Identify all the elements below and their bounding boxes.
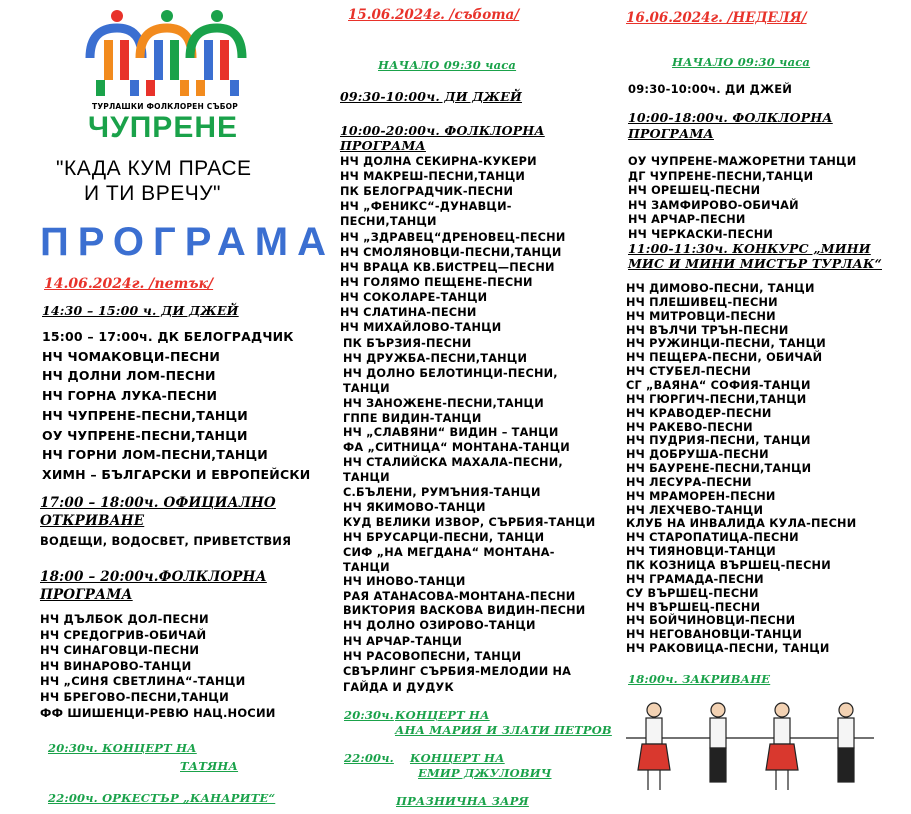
day2-folk-title: 10:00-20:00ч. ФОЛКЛОРНА — [340, 123, 545, 138]
list-item: НЧ РАКОВИЦА-ПЕСНИ, ТАНЦИ — [626, 642, 830, 656]
list-item: НЧ ДОЛНИ ЛОМ-ПЕСНИ — [42, 368, 216, 384]
day1-folk-title2: ПРОГРАМА — [40, 587, 133, 603]
list-item: НЧ ЧУПРЕНЕ-ПЕСНИ,ТАНЦИ — [42, 407, 248, 423]
list-item: НЧ СТАЛИЙСКА МАХАЛА-ПЕСНИ, — [343, 456, 563, 470]
list-item: ВИКТОРИЯ ВАСКОВА ВИДИН-ПЕСНИ — [343, 604, 586, 617]
list-item: НЧ МИХАЙЛОВО-ТАНЦИ — [340, 321, 502, 335]
list-item: НЧ ГРАМАДА-ПЕСНИ — [626, 572, 764, 586]
day3-dj: 09:30-10:00ч. ДИ ДЖЕЙ — [628, 82, 793, 96]
list-item: КУД ВЕЛИКИ ИЗВОР, СЪРБИЯ-ТАНЦИ — [343, 515, 596, 529]
list-item: НЧ БОЙЧИНОВЦИ-ПЕСНИ — [626, 614, 796, 628]
day1-opening-text: ВОДЕЩИ, ВОДОСВЕТ, ПРИВЕТСТВИЯ — [40, 534, 292, 548]
list-item: НЧ ПЛЕШИВЕЦ-ПЕСНИ — [626, 295, 778, 309]
list-item: НЧ СМОЛЯНОВЦИ-ПЕСНИ,ТАНЦИ — [340, 245, 562, 259]
day3-start: НАЧАЛО 09:30 часа — [672, 55, 811, 69]
day2-dj: 09:30-10:00ч. ДИ ДЖЕЙ — [340, 89, 522, 104]
list-item: НЧ РАКЕВО-ПЕСНИ — [626, 420, 753, 434]
list-item: НЧ МРАМОРЕН-ПЕСНИ — [626, 489, 776, 503]
village-name: ЧУПРЕНЕ — [88, 111, 238, 144]
day2-concert2-time: 22:00ч. — [344, 751, 394, 765]
list-item: НЧ РАСОВОПЕСНИ, ТАНЦИ — [343, 649, 522, 663]
list-item: ПК БЕЛОГРАДЧИК-ПЕСНИ — [340, 185, 514, 199]
list-item: НЧ ЗАМФИРОВО-ОБИЧАЙ — [628, 198, 799, 212]
list-item: НЧ ДОЛНО БЕЛОТИНЦИ-ПЕСНИ, — [343, 366, 558, 380]
list-item: НЧ ЧЕРКАСКИ-ПЕСНИ — [628, 227, 774, 241]
dancers-logo-icon — [82, 6, 252, 104]
list-item: ГАЙДА И ДУДУК — [343, 680, 454, 694]
list-item: СУ ВЪРШЕЦ-ПЕСНИ — [626, 586, 759, 600]
list-item: РАЯ АТАНАСОВА-МОНТАНА-ПЕСНИ — [343, 590, 576, 604]
list-item: НЧ ОРЕШЕЦ-ПЕСНИ — [628, 184, 761, 197]
list-item: НЧ ДИМОВО-ПЕСНИ, ТАНЦИ — [626, 282, 815, 295]
day3-closing: 18:00ч. ЗАКРИВАНЕ — [628, 672, 771, 686]
list-item: НЧ ГОЛЯМО ПЕЩЕНЕ-ПЕСНИ — [340, 275, 533, 289]
slogan-line1: "КАДА КУМ ПРАСЕ — [56, 157, 252, 180]
day3-contest: 11:00-11:30ч. КОНКУРС „МИНИ — [628, 241, 871, 256]
list-item: НЧ ВЪЛЧИ ТРЪН-ПЕСНИ — [626, 323, 789, 337]
list-item: СИФ „НА МЕГДАНА“ МОНТАНА- — [343, 545, 555, 559]
list-item: ФФ ШИШЕНЦИ-РЕВЮ НАЦ.НОСИИ — [40, 705, 276, 720]
day1-opening-title: 17:00 – 18:00ч. ОФИЦИАЛНО — [40, 495, 276, 511]
list-item: НЧ НЕГОВАНОВЦИ-ТАНЦИ — [626, 628, 802, 642]
list-item: НЧ КРАВОДЕР-ПЕСНИ — [626, 406, 772, 420]
festival-name: ТУРЛАШКИ ФОЛКЛОРЕН СЪБОР — [92, 102, 238, 111]
list-item: 15:00 – 17:00ч. ДК БЕЛОГРАДЧИК — [42, 329, 294, 344]
list-item: НЧ „ЗДРАВЕЦ“ДРЕНОВЕЦ-ПЕСНИ — [340, 230, 566, 244]
folk-dancers-illustration — [622, 698, 882, 796]
list-item: ТАНЦИ — [343, 381, 390, 395]
list-item: НЧ ДОЛНА СЕКИРНА-КУКЕРИ — [340, 155, 537, 168]
day2-concert1: КОНЦЕРТ НА — [395, 708, 490, 722]
list-item: ТАНЦИ — [343, 560, 390, 574]
list-item: ОУ ЧУПРЕНЕ-МАЖОРЕТНИ ТАНЦИ — [628, 155, 857, 168]
list-item: НЧ ПЕЩЕРА-ПЕСНИ, ОБИЧАЙ — [626, 351, 823, 365]
list-item: НЧ СОКОЛАРЕ-ТАНЦИ — [340, 290, 488, 304]
list-item: НЧ СИНАГОВЦИ-ПЕСНИ — [40, 643, 200, 658]
day3-date: 16.06.2024г. /НЕДЕЛЯ/ — [626, 10, 807, 26]
program-title: ПРОГРАМА — [40, 220, 335, 264]
list-item: НЧ ГЮРГИЧ-ПЕСНИ,ТАНЦИ — [626, 392, 807, 406]
day3-folk-title2: ПРОГРАМА — [628, 126, 714, 141]
day1-concert2: 22:00ч. ОРКЕСТЪР „КАНАРИТЕ“ — [48, 791, 276, 805]
day1-dj: 14:30 – 15:00 ч. ДИ ДЖЕЙ — [42, 303, 239, 318]
list-item: ПК КОЗНИЦА ВЪРШЕЦ-ПЕСНИ — [626, 559, 831, 572]
list-item: НЧ СЛАТИНА-ПЕСНИ — [340, 306, 477, 319]
list-item: НЧ ЧОМАКОВЦИ-ПЕСНИ — [42, 348, 221, 364]
day2-concert2: КОНЦЕРТ НА — [410, 751, 505, 765]
list-item: НЧ ПУДРИЯ-ПЕСНИ, ТАНЦИ — [626, 434, 811, 448]
day2-date: 15.06.2024г. /събота/ — [348, 7, 520, 23]
list-item: НЧ АРЧАР-ТАНЦИ — [343, 634, 463, 648]
list-item: НЧ „ФЕНИКС“-ДУНАВЦИ- — [340, 200, 512, 214]
day2-concert2-artist: ЕМИР ДЖУЛОВИЧ — [418, 766, 552, 780]
list-item: НЧ ЗАНОЖЕНЕ-ПЕСНИ,ТАНЦИ — [343, 396, 544, 410]
list-item: ПЕСНИ,ТАНЦИ — [340, 215, 437, 229]
list-item: НЧ ДЪЛБОК ДОЛ-ПЕСНИ — [40, 612, 209, 626]
list-item: СГ „ВАЯНА“ СОФИЯ-ТАНЦИ — [626, 378, 811, 392]
list-item: НЧ ДОБРУША-ПЕСНИ — [626, 448, 769, 462]
list-item: НЧ „СЛАВЯНИ“ ВИДИН – ТАНЦИ — [343, 426, 559, 440]
day2-start: НАЧАЛО 09:30 часа — [378, 58, 517, 72]
day1-date: 14.06.2024г. /петък/ — [44, 276, 214, 292]
list-item: ХИМН – БЪЛГАРСКИ И ЕВРОПЕЙСКИ — [42, 466, 311, 482]
list-item: НЧ ГОРНИ ЛОМ-ПЕСНИ,ТАНЦИ — [42, 447, 268, 463]
list-item: ДГ ЧУПРЕНЕ-ПЕСНИ,ТАНЦИ — [628, 169, 814, 183]
day1-opening-title2: ОТКРИВАНЕ — [40, 513, 145, 529]
list-item: НЧ СТАРОПАТИЦА-ПЕСНИ — [626, 531, 799, 545]
day1-concert1: 20:30ч. КОНЦЕРТ НА — [48, 741, 197, 755]
list-item: НЧ ВРАЦА КВ.БИСТРЕЦ—ПЕСНИ — [340, 260, 555, 274]
list-item: КЛУБ НА ИНВАЛИДА КУЛА-ПЕСНИ — [626, 517, 857, 531]
day1-concert1-artist: ТАТЯНА — [180, 759, 239, 773]
day2-fireworks: ПРАЗНИЧНА ЗАРЯ — [396, 794, 529, 808]
day2-concert1-artist: АНА МАРИЯ И ЗЛАТИ ПЕТРОВ — [395, 723, 612, 737]
list-item: НЧ БРУСАРЦИ-ПЕСНИ, ТАНЦИ — [343, 530, 545, 544]
list-item: ТАНЦИ — [343, 471, 390, 485]
list-item: НЧ ТИЯНОВЦИ-ТАНЦИ — [626, 545, 776, 559]
list-item: СВЪРЛИНГ СЪРБИЯ-МЕЛОДИИ НА — [343, 665, 572, 679]
list-item: ГППЕ ВИДИН-ТАНЦИ — [343, 411, 482, 425]
list-item: НЧ ГОРНА ЛУКА-ПЕСНИ — [42, 388, 218, 404]
list-item: НЧ ЛЕСУРА-ПЕСНИ — [626, 475, 752, 489]
day2-concert1-time: 20:30ч. — [344, 708, 394, 722]
slogan-line2: И ТИ ВРЕЧУ" — [84, 182, 221, 205]
list-item: НЧ ЛЕХЧЕВО-ТАНЦИ — [626, 503, 764, 517]
list-item: НЧ ЯКИМОВО-ТАНЦИ — [343, 500, 486, 514]
list-item: НЧ „СИНЯ СВЕТЛИНА“-ТАНЦИ — [40, 674, 246, 689]
list-item: НЧ ВЪРШЕЦ-ПЕСНИ — [626, 600, 761, 614]
dancers-icon — [622, 698, 882, 796]
list-item: ОУ ЧУПРЕНЕ-ПЕСНИ,ТАНЦИ — [42, 427, 248, 443]
day1-folk-title: 18:00 – 20:00ч.ФОЛКЛОРНА — [40, 569, 267, 585]
list-item: НЧ БАУРЕНЕ-ПЕСНИ,ТАНЦИ — [626, 462, 812, 476]
day3-contest2: МИС И МИНИ МИСТЪР ТУРЛАК“ — [628, 256, 882, 271]
day3-folk-title: 10:00-18:00ч. ФОЛКЛОРНА — [628, 110, 833, 125]
list-item: НЧ МИТРОВЦИ-ПЕСНИ — [626, 309, 776, 323]
list-item: НЧ РУЖИНЦИ-ПЕСНИ, ТАНЦИ — [626, 337, 826, 351]
list-item: НЧ ВИНАРОВО-ТАНЦИ — [40, 658, 192, 673]
list-item: С.БЪЛЕНИ, РУМЪНИЯ-ТАНЦИ — [343, 486, 541, 499]
list-item: НЧ ДРУЖБА-ПЕСНИ,ТАНЦИ — [343, 351, 528, 365]
list-item: НЧ ИНОВО-ТАНЦИ — [343, 575, 466, 589]
list-item: ФА „СИТНИЦА“ МОНТАНА-ТАНЦИ — [343, 441, 570, 455]
list-item: ПК БЪРЗИЯ-ПЕСНИ — [343, 337, 472, 350]
list-item: НЧ СТУБЕЛ-ПЕСНИ — [626, 365, 751, 379]
day2-folk-title2: ПРОГРАМА — [340, 138, 426, 153]
list-item: НЧ БРЕГОВО-ПЕСНИ,ТАНЦИ — [40, 690, 229, 704]
list-item: НЧ АРЧАР-ПЕСНИ — [628, 213, 746, 226]
list-item: НЧ ДОЛНО ОЗИРОВО-ТАНЦИ — [343, 619, 536, 633]
list-item: НЧ МАКРЕШ-ПЕСНИ,ТАНЦИ — [340, 170, 526, 184]
list-item: НЧ СРЕДОГРИВ-ОБИЧАЙ — [40, 627, 207, 642]
